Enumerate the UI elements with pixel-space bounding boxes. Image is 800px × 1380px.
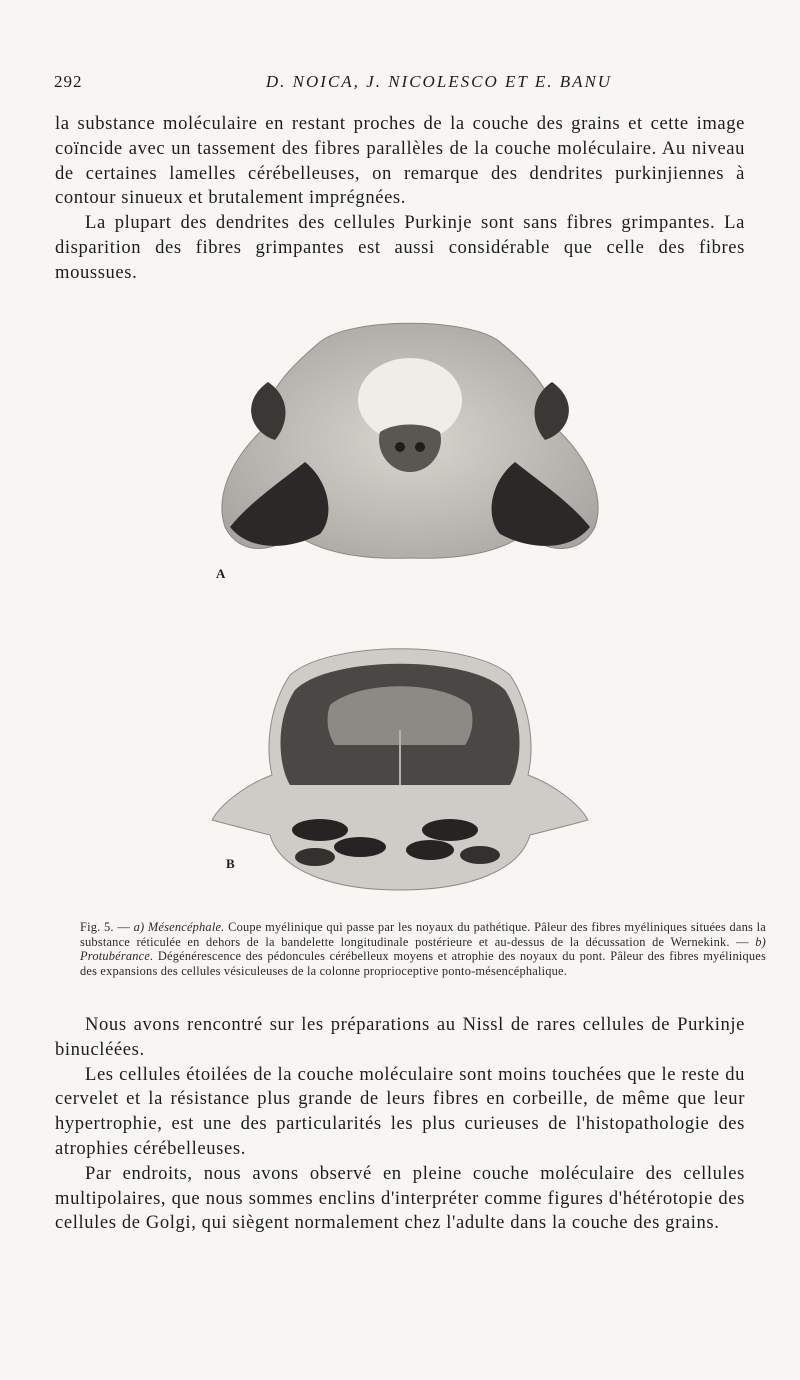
caption-fig-number: Fig. 5. — [80,920,134,934]
paragraph: Par endroits, nous avons observé en pleine couche moléculaire des cellules multipolaires, que nous sommes enclins d'interpréter comme figures d'hétérotopie des cellules de Golgi, qui siègent normalement chez l'adulte dans la couche des grains. [55,1162,745,1234]
paragraph: la substance moléculaire en restant proches de la couche des grains et cette image coïncide avec un tassement des fibres parallèles de la couche moléculaire. Au niveau de certaines lamelles cérébelleuses, on remarque des dendrites purkinjiennes à contour sinueux et brutalement imprégnées. [55,113,745,209]
page-header [54,72,754,96]
paragraph: Nous avons rencontré sur les préparations au Nissl de rares cellules de Purkinje binucléées. [55,1014,745,1060]
figure-label-a: A [216,566,226,581]
top-text [55,112,745,286]
figure-label-b: B [226,856,235,871]
caption-a-title: Mésencéphale. [147,920,225,934]
running-head: D. NOICA, J. NICOLESCO ET E. BANU [265,72,613,91]
paragraph: La plupart des dendrites des cellules Purkinje sont sans fibres grimpantes. La disparition des fibres grimpantes est aussi considérable que celle des fibres moussues. [55,212,745,283]
figure-a-mesencephalon-image [210,312,610,572]
figure-b-protuberance-image [210,635,590,895]
paragraph: Les cellules étoilées de la couche moléculaire sont moins touchées que le reste du cervelet et la résistance plus grande de leurs fibres en corbeille, de même que leur hypertrophie, est une des particularités les plus curieuses de l'histopathologie des atrophies cérébelleuses. [55,1063,745,1159]
bottom-text [55,1013,745,1236]
caption-b-marker: b) [755,934,766,949]
figure-caption [80,920,766,978]
page-number: 292 [54,72,83,91]
caption-b-text: Dégénérescence des pédoncules cérébelleux moyens et atrophie des noyaux du pont. Pâleur des fibres myéliniques des expansions des cellules vésiculeuses de la colonne proprioceptive ponto-mésencéphalique. [80,949,766,978]
caption-b-title: Protubérance. [80,949,154,964]
caption-a-marker: a) [133,920,148,934]
caption-a-text: Coupe myélinique qui passe par les noyaux du pathétique. Pâleur des fibres myéliniques situées dans la substance réticulée en dehors de la bandelette longitudinale postérieure et au-dessus de la décussation de Wernekink. — [80,920,766,949]
